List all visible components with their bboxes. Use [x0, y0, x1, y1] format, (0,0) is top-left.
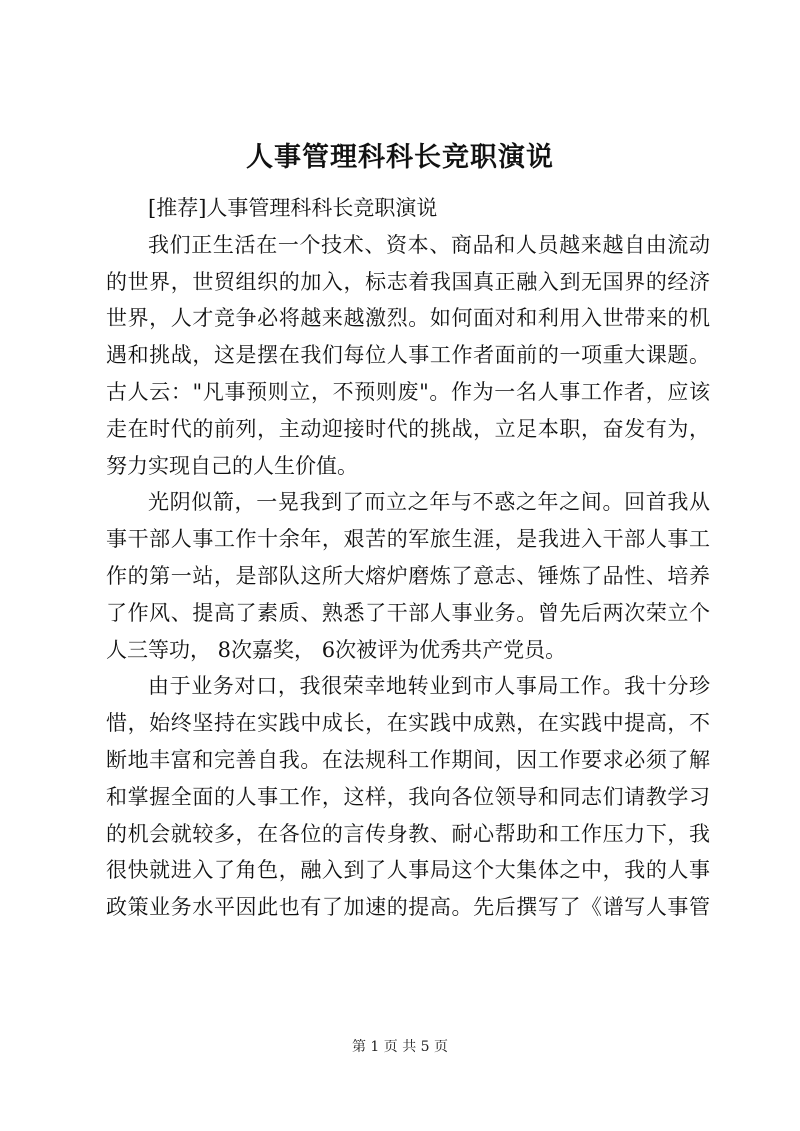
body-line: 我们正生活在一个技术、资本、商品和人员越来越自由流动 [148, 232, 710, 257]
body-line: 政策业务水平因此也有了加速的提高。先后撰写了《谱写人事管 [106, 895, 710, 920]
body-line: 的机会就较多，在各位的言传身教、耐心帮助和工作压力下，我 [106, 821, 710, 846]
body-line: 断地丰富和完善自我。在法规科工作期间，因工作要求必须了解 [106, 747, 710, 772]
body-line: 努力实现自己的人生价值。 [106, 453, 358, 478]
document-title: 人事管理科科长竞职演说 [246, 142, 554, 173]
document-body [106, 190, 710, 926]
body-line: 惜，始终坚持在实践中成长，在实践中成熟，在实践中提高，不 [106, 711, 710, 736]
body-line: 的世界，世贸组织的加入，标志着我国真正融入到无国界的经济 [106, 269, 710, 294]
body-line: 走在时代的前列，主动迎接时代的挑战，立足本职，奋发有为， [106, 416, 710, 441]
body-line: 世界，人才竞争必将越来越激烈。如何面对和利用入世带来的机 [106, 306, 710, 331]
body-line: 事干部人事工作十余年，艰苦的军旅生涯，是我进入干部人事工 [106, 527, 710, 552]
body-line: 遇和挑战，这是摆在我们每位人事工作者面前的一项重大课题。 [106, 343, 710, 368]
body-line: 和掌握全面的人事工作，这样，我向各位领导和同志们请教学习 [106, 784, 710, 809]
page-footer: 第 1 页 共 5 页 [351, 1039, 449, 1055]
body-line: 人三等功， 8次嘉奖， 6次被评为优秀共产党员。 [106, 637, 567, 662]
body-line: 光阴似箭，一晃我到了而立之年与不惑之年之间。回首我从 [148, 490, 710, 515]
body-line: 古人云："凡事预则立，不预则废"。作为一名人事工作者，应该 [106, 379, 710, 404]
body-line: 很快就进入了角色，融入到了人事局这个大集体之中，我的人事 [106, 858, 710, 883]
body-line-recommend: [推荐]人事管理科科长竞职演说 [148, 196, 438, 220]
body-line: 作的第一站，是部队这所大熔炉磨炼了意志、锤炼了品性、培养 [106, 563, 710, 588]
body-line: 由于业务对口，我很荣幸地转业到市人事局工作。我十分珍 [148, 674, 710, 699]
body-line: 了作风、提高了素质、熟悉了干部人事业务。曾先后两次荣立个 [106, 600, 710, 625]
